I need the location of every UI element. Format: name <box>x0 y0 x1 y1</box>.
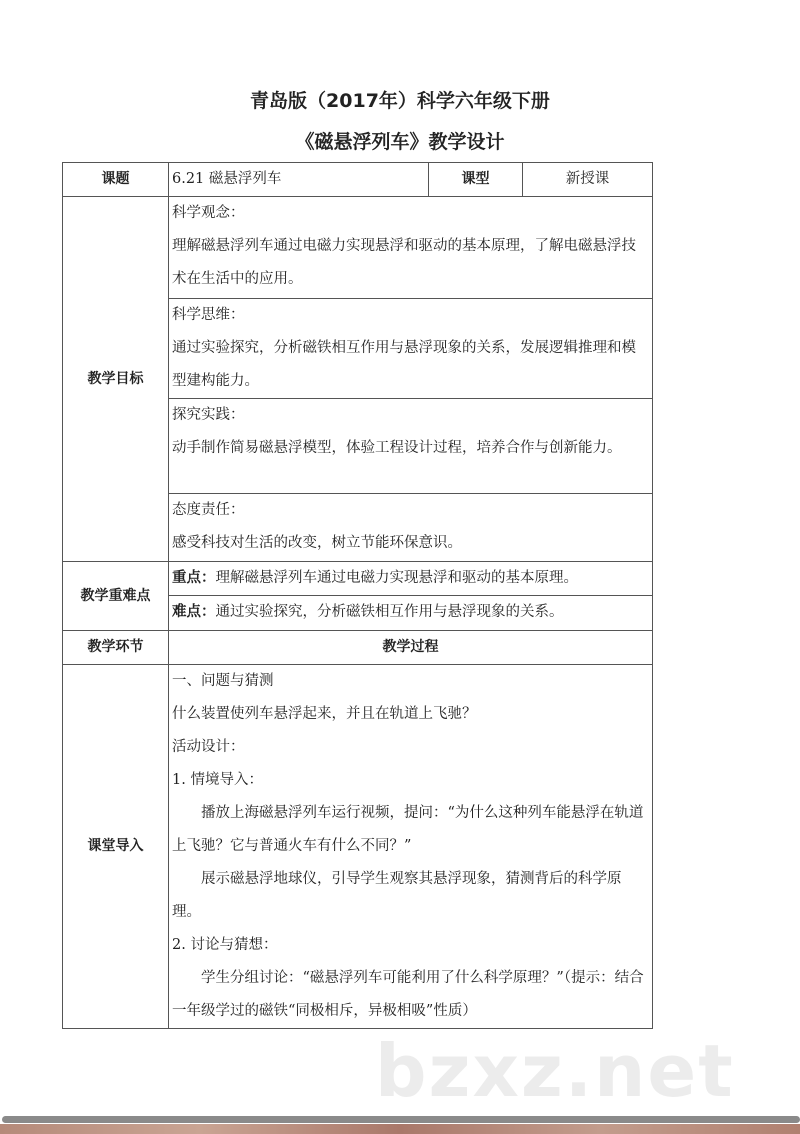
objective-text: 动手制作简易磁悬浮模型，体验工程设计过程，培养合作与创新能力。 <box>172 440 622 456</box>
intro-line: 2. 讨论与猜想： <box>172 937 278 953</box>
key-label: 重点： <box>172 570 216 586</box>
intro-line: 什么装置使列车悬浮起来，并且在轨道上飞驰？ <box>172 706 477 722</box>
key-points-label: 教学重难点 <box>63 562 169 631</box>
process-header: 教学过程 <box>169 631 653 665</box>
objective-item <box>169 299 653 399</box>
key-point <box>169 562 653 596</box>
document-subtitle: 《磁悬浮列车》教学设计 <box>295 131 505 153</box>
intro-label: 课堂导入 <box>63 665 169 1029</box>
intro-line: 学生分组讨论：“磁悬浮列车可能利用了什么科学原理？”（提示：结合一年级学过的磁铁“同极相斥，异极相吸”性质） <box>172 970 644 1019</box>
lesson-plan-table <box>62 162 653 1029</box>
watermark: bzxz.net <box>375 1029 735 1113</box>
key-text: 理解磁悬浮列车通过电磁力实现悬浮和驱动的基本原理。 <box>215 570 578 586</box>
intro-line: 活动设计： <box>172 739 245 755</box>
intro-line: 一、问题与猜测 <box>172 673 274 689</box>
objective-heading: 科学思维： <box>172 307 245 323</box>
difficulty-text: 通过实验探究，分析磁铁相互作用与悬浮现象的关系。 <box>215 604 564 620</box>
difficult-point <box>169 596 653 631</box>
objective-heading: 科学观念： <box>172 205 245 221</box>
type-label: 课型 <box>429 163 523 197</box>
objective-item <box>169 197 653 299</box>
objectives-label: 教学目标 <box>63 197 169 562</box>
topic-value: 6.21 磁悬浮列车 <box>169 163 429 197</box>
topic-label: 课题 <box>63 163 169 197</box>
document-body <box>62 162 735 1113</box>
objective-heading: 态度责任： <box>172 502 245 518</box>
objective-item <box>169 399 653 494</box>
stage-header: 教学环节 <box>63 631 169 665</box>
objective-heading: 探究实践： <box>172 407 245 423</box>
objective-text: 感受科技对生活的改变，树立节能环保意识。 <box>172 535 462 551</box>
background-strip <box>0 1124 800 1134</box>
difficulty-label: 难点： <box>172 604 216 620</box>
intro-content <box>169 665 653 1029</box>
objective-item <box>169 494 653 562</box>
document-title: 青岛版（2017年）科学六年级下册 <box>250 90 550 112</box>
type-value: 新授课 <box>523 163 653 197</box>
objective-text: 通过实验探究，分析磁铁相互作用与悬浮现象的关系，发展逻辑推理和模型建构能力。 <box>172 340 636 389</box>
intro-line: 展示磁悬浮地球仪，引导学生观察其悬浮现象，猜测背后的科学原理。 <box>172 871 622 920</box>
intro-line: 播放上海磁悬浮列车运行视频，提问：“为什么这种列车能悬浮在轨道上飞驰？它与普通火车有什么不同？” <box>172 805 644 854</box>
intro-line: 1. 情境导入： <box>172 772 263 788</box>
objective-text: 理解磁悬浮列车通过电磁力实现悬浮和驱动的基本原理，了解电磁悬浮技术在生活中的应用。 <box>172 238 636 287</box>
horizontal-scrollbar[interactable] <box>2 1116 800 1123</box>
